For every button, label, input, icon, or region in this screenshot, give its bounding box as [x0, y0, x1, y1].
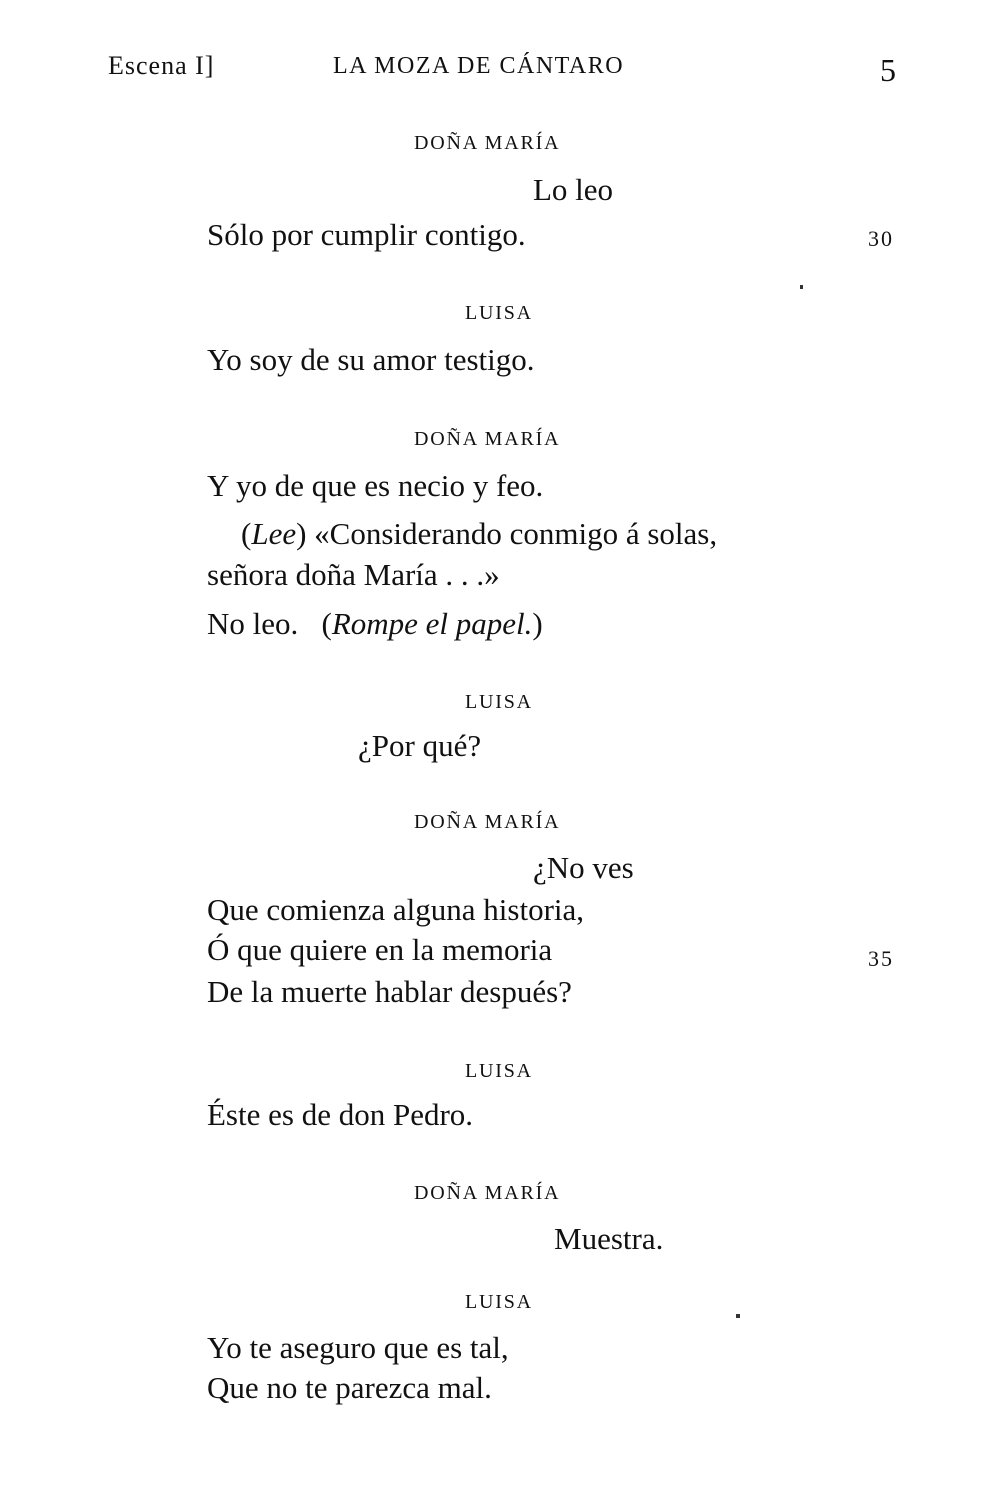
speaker-name: DOÑA MARÍA	[414, 1182, 561, 1204]
paren-open: (	[241, 516, 252, 551]
paren-close: )	[532, 606, 543, 641]
verse-line: Que no te parezca mal.	[207, 1370, 492, 1405]
verse-line: Muestra.	[554, 1221, 664, 1256]
verse-line: Yo soy de su amor testigo.	[207, 342, 535, 377]
verse-line: De la muerte hablar después?	[207, 974, 572, 1009]
speaker-name: DOÑA MARÍA	[414, 428, 561, 450]
stage-direction-line	[207, 605, 543, 643]
verse-line: ¿No ves	[533, 850, 634, 885]
stage-direction: Lee	[251, 516, 297, 551]
line-number: 35	[868, 946, 894, 971]
page-number: 5	[880, 52, 896, 88]
verse-line: Que comienza alguna historia,	[207, 892, 585, 927]
verse-line: ¿Por qué?	[358, 728, 482, 763]
verse-line: Lo leo	[533, 172, 614, 207]
print-speck	[800, 285, 803, 289]
speaker-name: DOÑA MARÍA	[414, 811, 561, 833]
speaker-name: LUISA	[465, 302, 533, 324]
speaker-name: LUISA	[465, 1291, 533, 1313]
speaker-name: DOÑA MARÍA	[414, 132, 561, 154]
stage-direction: Rompe el papel.	[331, 606, 533, 641]
running-head-title: LA MOZA DE CÁNTARO	[333, 53, 625, 79]
verse-line: Yo te aseguro que es tal,	[207, 1330, 509, 1365]
stage-direction-line	[241, 515, 717, 553]
verse-line: Sólo por cumplir contigo.	[207, 217, 526, 252]
verse-line: Éste es de don Pedro.	[207, 1097, 474, 1132]
speaker-name: LUISA	[465, 1060, 533, 1082]
line-number: 30	[868, 226, 894, 251]
speaker-name: LUISA	[465, 691, 533, 713]
verse-line: señora doña María . . .»	[207, 557, 500, 592]
verse-line: Ó que quiere en la memoria	[207, 932, 553, 967]
verse-text: No leo. (	[207, 606, 332, 641]
running-head-scene: Escena I]	[108, 51, 215, 80]
print-speck	[736, 1314, 740, 1318]
verse-line: Y yo de que es necio y feo.	[207, 468, 544, 503]
quoted-text: ) «Considerando conmigo á solas,	[296, 516, 718, 551]
